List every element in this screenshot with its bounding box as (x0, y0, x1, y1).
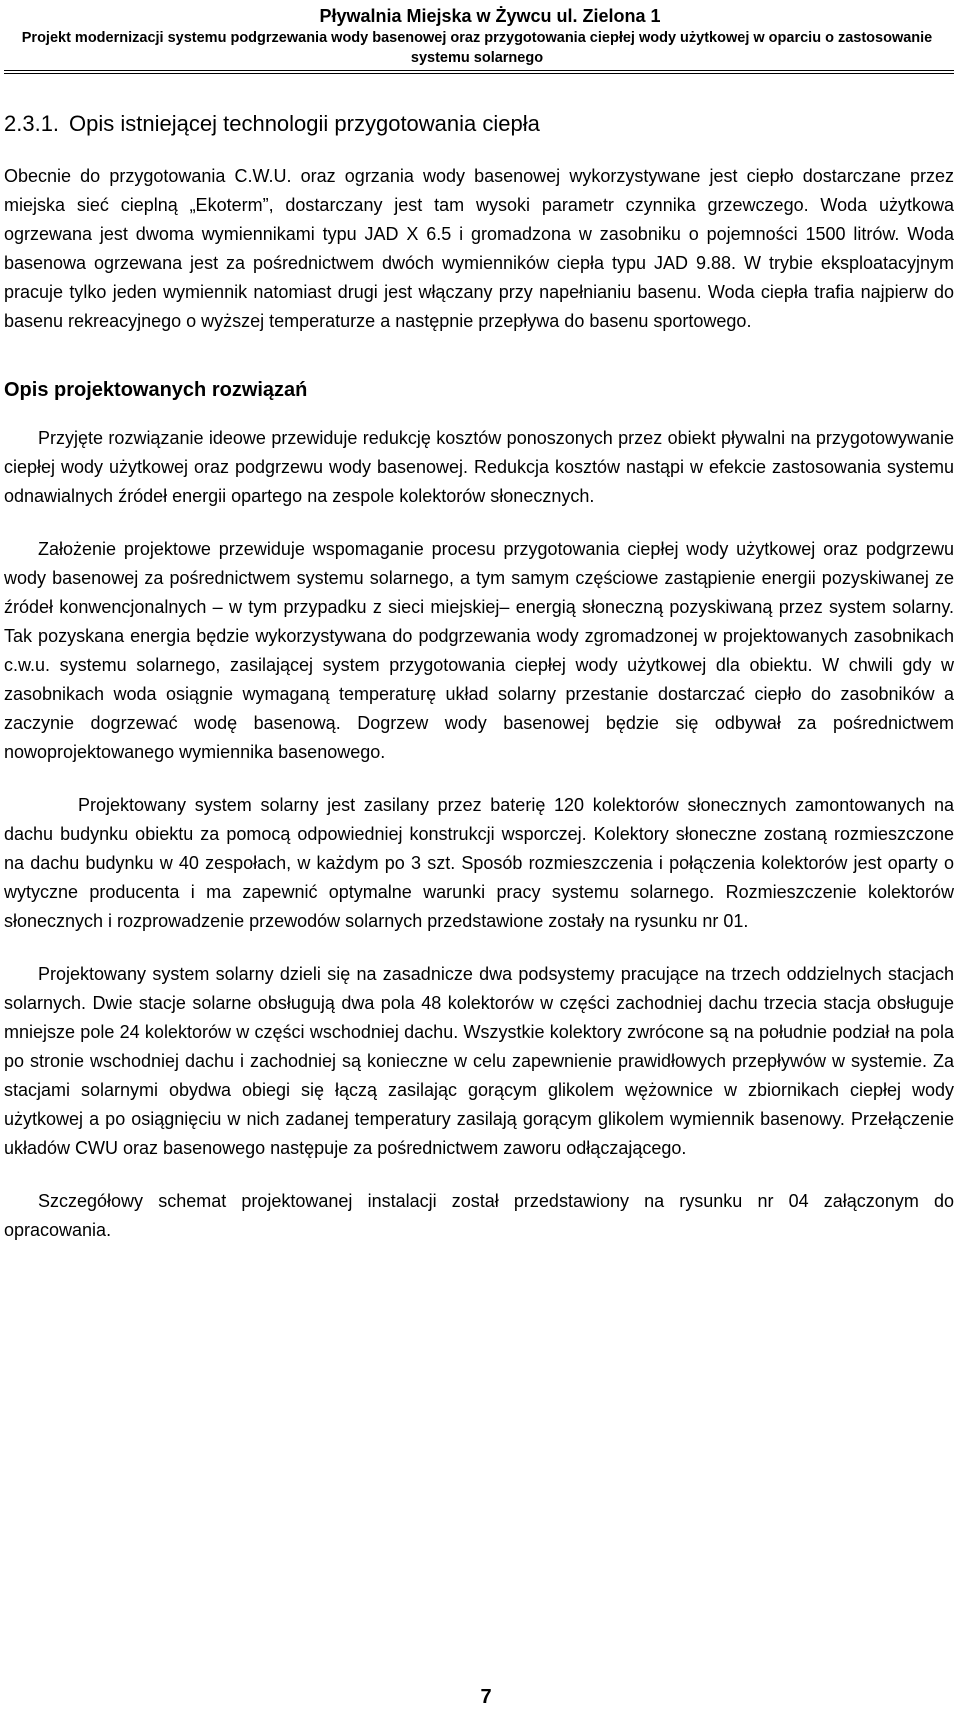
existing-technology-paragraph: Obecnie do przygotowania C.W.U. oraz ogrzania wody basenowej wykorzystywane jest ciepło dostarczane przez miejska sieć cieplną „Ekoterm”, dostarczany jest tam wysoki parametr czynnika grzewczego. Woda użytkowa ogrzewana jest dwoma wymiennikami typu JAD X 6.5 i gromadzona w zasobniku o pojemności 1500 litrów. Woda basenowa ogrzewana jest za pośrednictwem dwóch wymienników ciepła typu JAD 9.88. W trybie eksploatacyjnym pracuje tylko jeden wymiennik natomiast drugi jest włączany przy napełnianiu basenu. Woda ciepła trafia najpierw do basenu rekreacyjnego o wyższej temperaturze a następnie przepływa do basenu sportowego. (4, 166, 954, 331)
design-paragraph-1: Przyjęte rozwiązanie ideowe przewiduje redukcję kosztów ponoszonych przez obiekt pływalni na przygotowywanie ciepłej wody użytkowej oraz podgrzewu wody basenowej. Redukcja kosztów nastąpi w efekcie zastosowania systemu odnawialnych źródeł energii opartego na zespole kolektorów słonecznych. (4, 428, 954, 506)
page-content (4, 110, 954, 1245)
header-subtitle: Projekt modernizacji systemu podgrzewania wody basenowej oraz przygotowania ciepłej wody użytkowej w oparciu o zastosowanie systemu solarnego (21, 30, 933, 66)
header-divider-second (4, 73, 954, 74)
design-paragraph-2: Założenie projektowe przewiduje wspomaganie procesu przygotowania ciepłej wody użytkowej oraz podgrzewu wody basenowej za pośrednictwem systemu solarnego, a tym samym częściowe zastąpienie energii pozyskiwanej ze źródeł konwencjonalnych – w tym przypadku z sieci miejskiej– energią słoneczną pozyskiwaną przez system solarny. Tak pozyskana energia będzie wykorzystywana do podgrzewania wody zgromadzonej w projektowanych zasobnikach c.w.u. systemu solarnego, zasilającej system przygotowania ciepłej wody użytkowej dla obiektu. W chwili gdy w zasobnikach woda osiągnie wymaganą temperaturę układ solarny przestanie dostarczać ciepło do zasobników a zaczynie dogrzewać wodę basenową. Dogrzew wody basenowej będzie się odbywał za pośrednictwem nowoprojektowanego wymiennika basenowego. (4, 539, 954, 762)
design-paragraph-5: Szczegółowy schemat projektowanej instalacji został przedstawiony na rysunku nr 04 załączonym do opracowania. (4, 1191, 954, 1240)
header-divider (4, 70, 954, 71)
design-heading: Opis projektowanych rozwiązań (4, 379, 308, 401)
section-number: 2.3.1. (4, 111, 60, 136)
design-paragraph-3: Projektowany system solarny jest zasilany przez baterię 120 kolektorów słonecznych zamontowanych na dachu budynku obiektu za pomocą odpowiedniej konstrukcji wsporczej. Kolektory słoneczne zostaną rozmieszczone na dachu budynku w 40 zespołach, w każdym po 3 szt. Sposób rozmieszczenia i połączenia kolektorów jest oparty o wytyczne producenta i ma zapewnić optymalne warunki pracy systemu solarnego. Rozmieszczenie kolektorów słonecznych i rozprowadzenie przewodów solarnych przedstawione zostały na rysunku nr 01. (4, 795, 954, 931)
section-title: Opis istniejącej technologii przygotowania ciepła (69, 111, 540, 136)
section-heading (4, 110, 954, 138)
design-paragraph-4: Projektowany system solarny dzieli się na zasadnicze dwa podsystemy pracujące na trzech oddzielnych stacjach solarnych. Dwie stacje solarne obsługują dwa pola 48 kolektorów w części zachodniej dachu trzecia stacja obsługuje mniejsze pole 24 kolektorów w części wschodniej dachu. Wszystkie kolektory zwrócone są na południe podział na pola po stronie wschodniej dachu i zachodniej są konieczne w celu zapewnienie prawidłowych przepływów w systemie. Za stacjami solarnymi obydwa obiegi się łączą zasilając gorącym glikolem wężownice w zbiornikach ciepłej wody użytkowej a po osiągnięciu w nich zadanej temperatury zasilają gorącym glikolem wymiennik basenowy. Przełączenie układów CWU oraz basenowego następuje za pośrednictwem zaworu odłączającego. (4, 964, 954, 1158)
header-title: Pływalnia Miejska w Żywcu ul. Zielona 1 (319, 6, 661, 26)
page-number: 7 (480, 1686, 492, 1708)
page-header (0, 4, 960, 68)
